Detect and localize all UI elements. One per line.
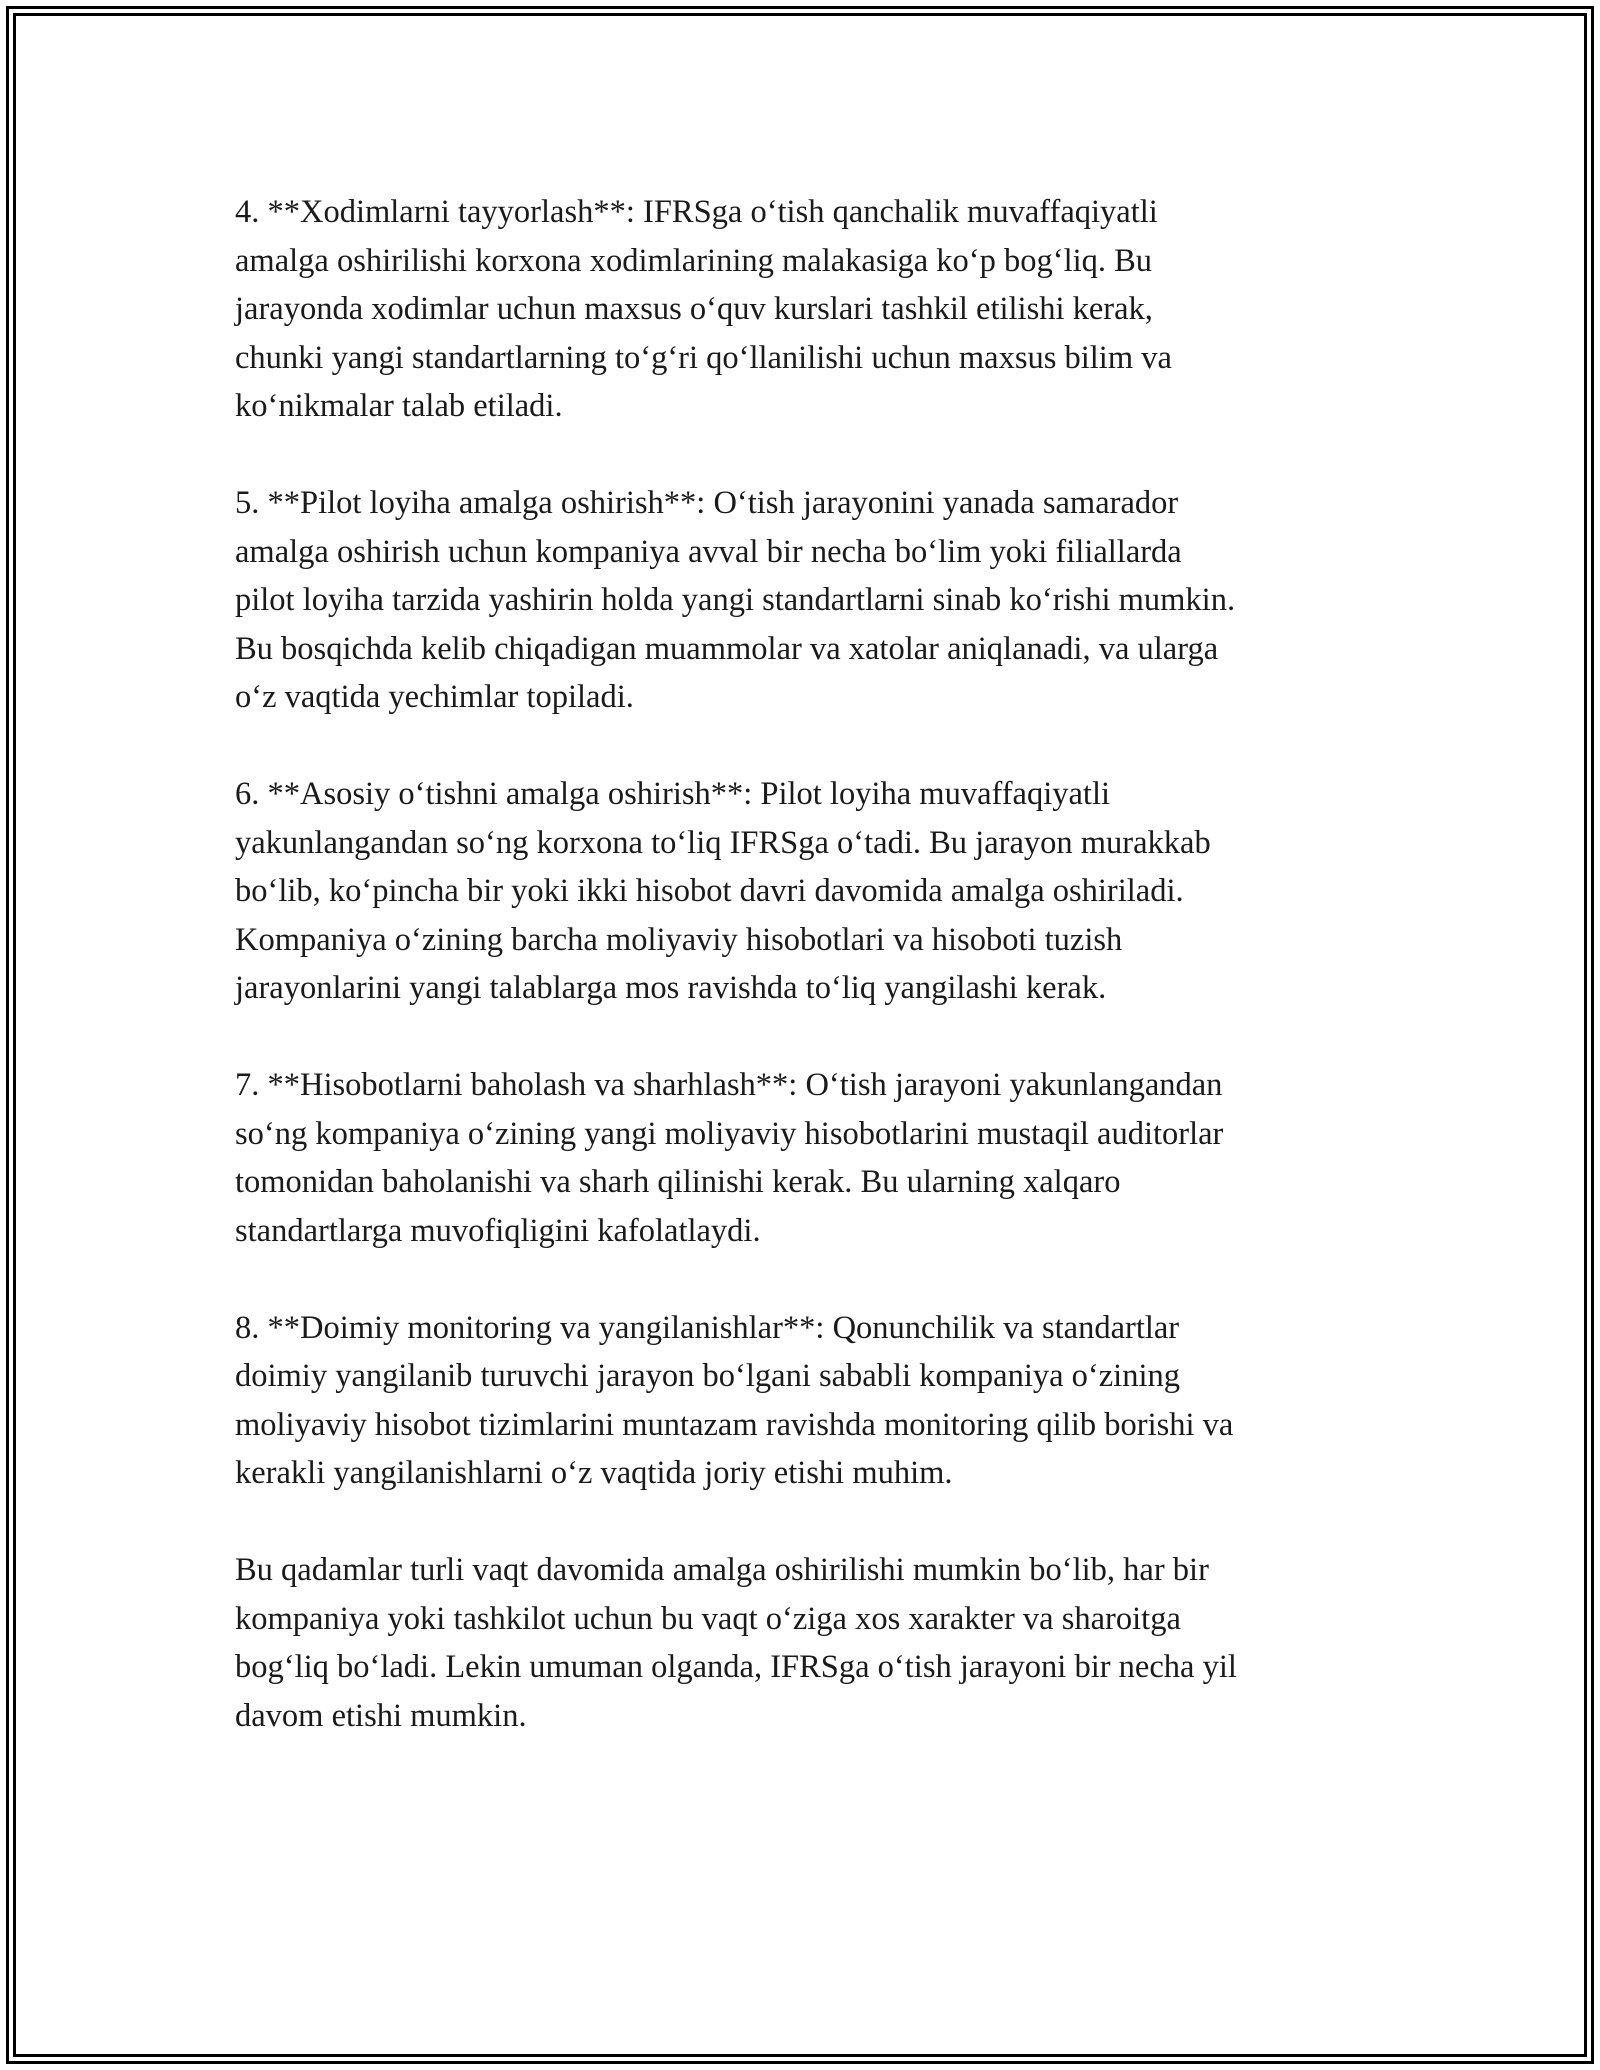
text-line: 4. **Xodimlarni tayyorlash**: IFRSga oʻtish qanchalik muvaffaqiyatli (235, 194, 1158, 230)
text-line: soʻng kompaniya oʻzining yangi moliyaviy hisobotlarini mustaqil auditorlar (235, 1115, 1224, 1152)
text-line: Bu bosqichda kelib chiqadigan muammolar va xatolar aniqlanadi, va ularga (235, 630, 1219, 667)
text-line: yakunlangandan soʻng korxona toʻliq IFRSga oʻtadi. Bu jarayon murakkab (235, 824, 1211, 861)
text-line: jarayonlarini yangi talablarga mos ravishda toʻliq yangilashi kerak. (235, 970, 1107, 1006)
text-line: Kompaniya oʻzining barcha moliyaviy hisobotlari va hisoboti tuzish (235, 921, 1123, 958)
text-line: kompaniya yoki tashkilot uchun bu vaqt oʻziga xos xarakter va sharoitga (235, 1600, 1181, 1637)
paragraph-step-5 (235, 479, 1395, 722)
text-line: jarayonda xodimlar uchun maxsus oʻquv kurslari tashkil etilishi kerak, (235, 291, 1153, 327)
text-line: doimiy yangilanib turuvchi jarayon boʻlgani sababli kompaniya oʻzining (235, 1358, 1180, 1394)
text-line: Bu qadamlar turli vaqt davomida amalga oshirilishi mumkin boʻlib, har bir (235, 1552, 1209, 1588)
text-line: 7. **Hisobotlarni baholash va sharhlash**: Oʻtish jarayoni yakunlangandan (235, 1067, 1223, 1103)
text-line: koʻnikmalar talab etiladi. (235, 388, 563, 424)
paragraph-step-6 (235, 770, 1395, 1013)
text-line: amalga oshirish uchun kompaniya avval bir necha boʻlim yoki filiallarda (235, 533, 1182, 570)
text-line: amalga oshirilishi korxona xodimlarining malakasiga koʻp bogʻliq. Bu (235, 242, 1153, 279)
text-line: pilot loyiha tarzida yashirin holda yangi standartlarni sinab koʻrishi mumkin. (235, 582, 1236, 618)
paragraph-step-8 (235, 1304, 1395, 1498)
text-line: moliyaviy hisobot tizimlarini muntazam ravishda monitoring qilib borishi va (235, 1406, 1234, 1443)
text-line: tomonidan baholanishi va sharh qilinishi kerak. Bu ularning xalqaro (235, 1164, 1121, 1200)
text-line: 8. **Doimiy monitoring va yangilanishlar**: Qonunchilik va standartlar (235, 1309, 1180, 1346)
text-line: bogʻliq boʻladi. Lekin umuman olganda, IFRSga oʻtish jarayoni bir necha yil (235, 1649, 1237, 1685)
text-line: oʻz vaqtida yechimlar topiladi. (235, 679, 634, 715)
document-body (235, 188, 1395, 1789)
text-line: kerakli yangilanishlarni oʻz vaqtida joriy etishi muhim. (235, 1455, 953, 1491)
paragraph-step-4 (235, 188, 1395, 431)
text-line: chunki yangi standartlarning toʻgʻri qoʻllanilishi uchun maxsus bilim va (235, 339, 1172, 376)
text-line: davom etishi mumkin. (235, 1697, 527, 1734)
text-line: standartlarga muvofiqligini kafolatlaydi. (235, 1212, 761, 1249)
paragraph-conclusion (235, 1546, 1395, 1740)
text-line: 6. **Asosiy oʻtishni amalga oshirish**: Pilot loyiha muvaffaqiyatli (235, 776, 1111, 812)
paragraph-step-7 (235, 1061, 1395, 1255)
text-line: 5. **Pilot loyiha amalga oshirish**: Oʻtish jarayonini yanada samarador (235, 485, 1179, 521)
text-line: boʻlib, koʻpincha bir yoki ikki hisobot davri davomida amalga oshiriladi. (235, 873, 1184, 909)
